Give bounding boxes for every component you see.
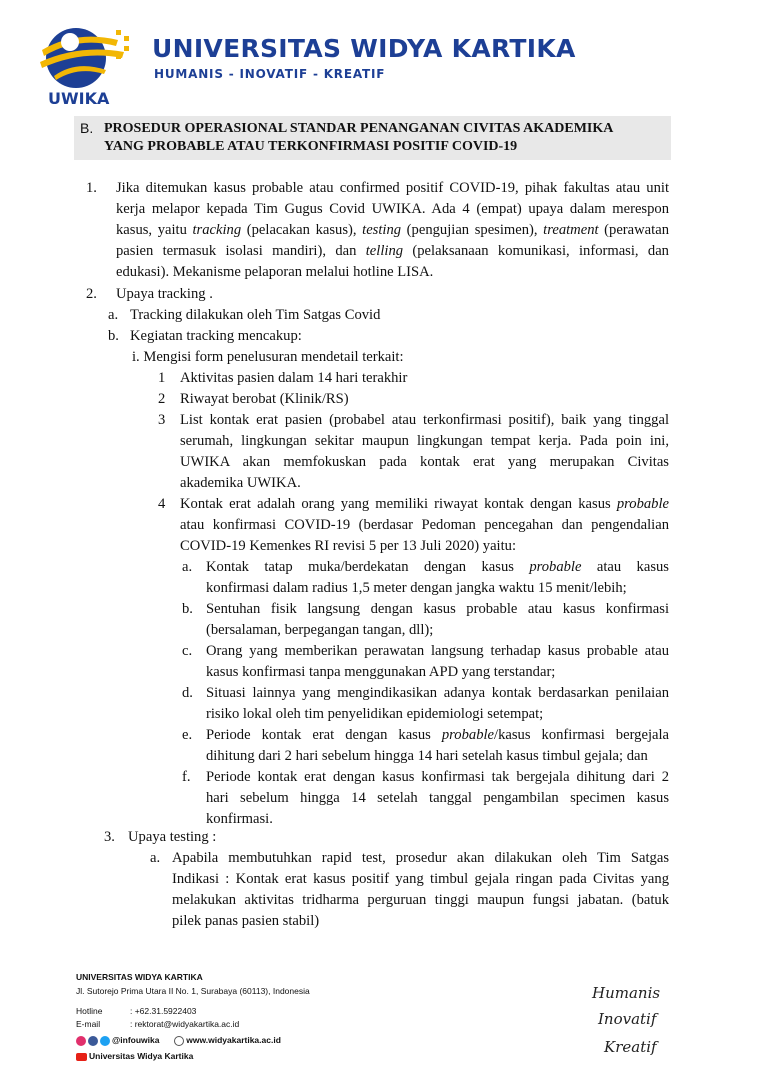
text-span: kasus, yaitu <box>116 222 193 238</box>
text-line: Periode kontak erat dengan kasus konfirmasi tak bergejala dihitung dari 2 <box>206 769 669 785</box>
youtube-icon[interactable] <box>76 1053 87 1061</box>
sub-item-text <box>206 683 669 725</box>
section-title-line: PROSEDUR OPERASIONAL STANDAR PENANGANAN CIVITAS AKADEMIKA <box>104 121 614 136</box>
text-line: pilek panas pasien stabil) <box>172 913 320 929</box>
sub-item-letter: e. <box>182 727 193 743</box>
sub-item-text <box>206 641 669 683</box>
item-2b-letter: b. <box>108 328 119 344</box>
university-tagline: HUMANIS - INOVATIF - KREATIF <box>154 67 386 81</box>
text-line: kerja melapor kepada Tim Gugus Covid UWIKA. Ada 4 (empat) upaya dalam merespon <box>116 201 669 217</box>
text-line: melakukan aktivitas tridharma perguruan tinggi maupun fungsi jabatan. (batuk <box>172 892 669 908</box>
item-3a-text <box>172 848 669 932</box>
text-line: Sentuhan fisik langsung dengan kasus probable atau kasus konfirmasi <box>206 601 669 617</box>
item-3-text: Upaya testing : <box>128 829 217 845</box>
text-span: /kasus konfirmasi bergejala <box>494 727 670 743</box>
text-line: hari sebelum hingga 14 setelah tanggal pengambilan specimen kasus <box>206 790 669 806</box>
text-span: (pengujian spesimen), <box>401 222 544 238</box>
text-italic: tracking <box>192 222 242 238</box>
text-line: COVID-19 Kemenkes RI revisi 5 per 13 Juli 2020) yaitu: <box>180 538 517 554</box>
text-italic: probable <box>441 727 495 743</box>
text-line: konfirmasi dalam radius 1,5 meter dengan jangka waktu 15 menit/lebih; <box>206 580 627 596</box>
signature-humanis: Humanis <box>592 984 661 1002</box>
text-line: dihitung dari 2 hari sebelum hingga 14 hari setelah kasus timbul gejala; dan <box>206 748 648 764</box>
text-italic: probable <box>616 496 669 512</box>
sub-item-text <box>206 767 669 830</box>
sub-item-text <box>206 725 669 767</box>
text-line: List kontak erat pasien (probabel atau terkonfirmasi positif), baik yang tinggal <box>180 412 669 428</box>
text-span: pasien termasuk isolasi mandiri), dan <box>116 243 366 259</box>
footer-email-label: E-mail <box>76 1019 101 1029</box>
text-line: Situasi lainnya yang mengindikasikan adanya kontak berdasarkan penilaian <box>206 685 669 701</box>
globe-icon <box>174 1036 184 1046</box>
youtube-channel[interactable]: Universitas Widya Kartika <box>89 1051 194 1061</box>
text-line: Jika ditemukan kasus probable atau confirmed positif COVID-19, pihak fakultas atau unit <box>116 180 669 196</box>
twitter-icon[interactable] <box>100 1036 110 1046</box>
text-span: (pelaksanaan komunikasi, informasi, dan <box>403 243 669 259</box>
list-number: 2 <box>158 391 166 407</box>
text-line: kasus konfirmasi tanpa menggunakan APD yang terstandar; <box>206 664 556 680</box>
section-title-line: YANG PROBABLE ATAU TERKONFIRMASI POSITIF COVID-19 <box>104 139 518 154</box>
item-1-number: 1. <box>86 180 97 196</box>
text-span: (pelacakan kasus), <box>241 222 363 238</box>
text-line: Indikasi : Kontak erat kasus positif yang timbul gejala ringan pada Civitas yang <box>172 871 669 887</box>
signature-inovatif: Inovatif <box>598 1010 657 1028</box>
sub-item-text <box>206 599 669 641</box>
sub-item-letter: b. <box>182 601 193 617</box>
item-2a-text: Tracking dilakukan oleh Tim Satgas Covid <box>130 307 381 323</box>
text-span: Kontak tatap muka/berdekatan dengan kasus <box>206 559 530 575</box>
text-line: Orang yang memberikan perawatan langsung terhadap kasus probable atau <box>206 643 669 659</box>
logo-emblem-icon <box>36 20 136 92</box>
list-number: 4 <box>158 496 166 512</box>
item-2-text: Upaya tracking . <box>116 286 213 302</box>
text-span: Kontak erat adalah orang yang memiliki riwayat kontak dengan kasus <box>180 496 617 512</box>
text-italic: treatment <box>543 222 599 238</box>
university-name: UNIVERSITAS WIDYA KARTIKA <box>152 34 576 63</box>
text-line: risiko lokal oleh tim penyelidikan epidemiologi setempat; <box>206 706 544 722</box>
sub-item-text <box>206 557 669 599</box>
instagram-icon[interactable] <box>76 1036 86 1046</box>
signature-kreatif: Kreatif <box>604 1038 657 1056</box>
list-text: Aktivitas pasien dalam 14 hari terakhir <box>180 370 408 386</box>
list-text <box>180 494 669 557</box>
item-2b-text: Kegiatan tracking mencakup: <box>130 328 302 344</box>
footer-social-row <box>76 1035 281 1046</box>
text-line <box>206 725 669 746</box>
footer-hotline-value: : +62.31.5922403 <box>130 1006 197 1016</box>
text-line <box>116 241 669 262</box>
sub-item-letter: d. <box>182 685 193 701</box>
item-1-text <box>116 178 669 283</box>
text-line <box>180 494 669 515</box>
list-text: Riwayat berobat (Klinik/RS) <box>180 391 349 407</box>
text-line: (bersalaman, berpegangan tangan, dll); <box>206 622 434 638</box>
text-span: atau kasus <box>581 559 669 575</box>
text-italic: testing <box>362 222 402 238</box>
section-letter: B. <box>80 120 94 136</box>
facebook-icon[interactable] <box>88 1036 98 1046</box>
text-line <box>206 557 669 578</box>
footer-address: Jl. Sutorejo Prima Utara II No. 1, Surabaya (60113), Indonesia <box>76 986 310 996</box>
logo-text: UWIKA <box>48 89 110 108</box>
text-line: serumah, lingkungan sekitar maupun lingkungan tempat kerja. Pada poin ini, <box>180 433 669 449</box>
text-line <box>116 220 669 241</box>
section-title <box>104 120 664 156</box>
sub-item-letter: c. <box>182 643 193 659</box>
text-line: edukasi). Mekanisme pelaporan melalui hotline LISA. <box>116 264 434 280</box>
text-italic: probable <box>529 559 582 575</box>
text-line: akademika UWIKA. <box>180 475 301 491</box>
item-2b-i-text: i. Mengisi form penelusuran mendetail terkait: <box>132 349 404 365</box>
footer-email-value[interactable]: : rektorat@widyakartika.ac.id <box>130 1019 240 1029</box>
sub-item-letter: f. <box>182 769 191 785</box>
list-number: 3 <box>158 412 166 428</box>
item-3-number: 3. <box>104 829 115 845</box>
text-line: Apabila membutuhkan rapid test, prosedur akan dilakukan oleh Tim Satgas <box>172 850 669 866</box>
list-text <box>180 410 669 494</box>
text-line: atau konfirmasi COVID-19 (berdasar Pedoman pencegahan dan pengendalian <box>180 517 669 533</box>
footer-hotline-label: Hotline <box>76 1006 103 1016</box>
social-handle[interactable]: @infouwika <box>112 1035 160 1045</box>
footer-university-name: UNIVERSITAS WIDYA KARTIKA <box>76 972 203 982</box>
uwika-logo <box>36 20 136 92</box>
item-3a-letter: a. <box>150 850 161 866</box>
text-line: konfirmasi. <box>206 811 273 827</box>
website-link[interactable]: www.widyakartika.ac.id <box>186 1035 281 1045</box>
text-line: UWIKA akan memfokuskan pada kontak erat yang merupakan Civitas <box>180 454 669 470</box>
text-span: Periode kontak erat dengan kasus <box>206 727 442 743</box>
text-italic: telling <box>365 243 404 259</box>
item-2a-letter: a. <box>108 307 119 323</box>
sub-item-letter: a. <box>182 559 193 575</box>
text-span: (perawatan <box>598 222 669 238</box>
list-number: 1 <box>158 370 166 386</box>
item-2-number: 2. <box>86 286 97 302</box>
footer-youtube-row <box>76 1051 193 1061</box>
